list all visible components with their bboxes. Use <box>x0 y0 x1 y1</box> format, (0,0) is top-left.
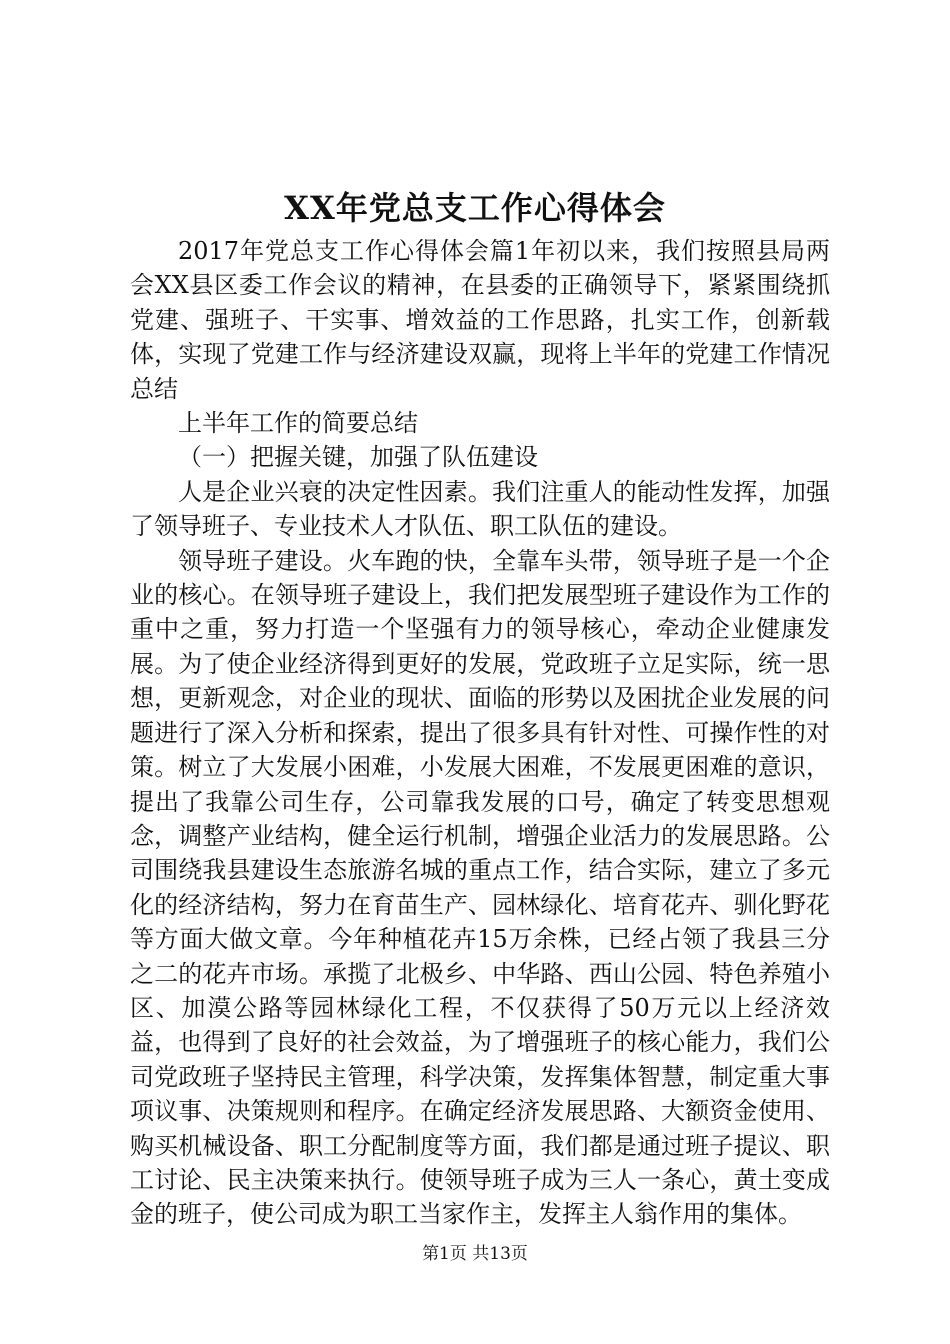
page-number-footer: 第1页 共13页 <box>422 1244 528 1264</box>
paragraph-leadership: 领导班子建设。火车跑的快，全靠车头带，领导班子是一个企业的核心。在领导班子建设上，我们把发展型班子建设作为工作的重中之重，努力打造一个坚强有力的领导核心，牵动企业健康发展。为了使企业经济得到更好的发展，党政班子立足实际，统一思想，更新观念，对企业的现状、面临的形势以及困扰企业发展的问题进行了深入分析和探索，提出了很多具有针对性、可操作性的对策。树立了大发展小困难，小发展大困难，不发展更困难的意识，提出了我靠公司生存，公司靠我发展的口号，确定了转变思想观念，调整产业结构，健全运行机制，增强企业活力的发展思路。公司围绕我县建设生态旅游名城的重点工作，结合实际，建立了多元化的经济结构，努力在育苗生产、园林绿化、培育花卉、驯化野花等方面大做文章。今年种植花卉15万余株，已经占领了我县三分之二的花卉市场。承揽了北极乡、中华路、西山公园、特色养殖小区、加漠公路等园林绿化工程，不仅获得了50万元以上经济效益，也得到了良好的社会效益，为了增强班子的核心能力，我们公司党政班子坚持民主管理，科学决策，发挥集体智慧，制定重大事项议事、决策规则和程序。在确定经济发展思路、大额资金使用、购买机械设备、职工分配制度等方面，我们都是通过班子提议、职工讨论、民主决策来执行。使领导班子成为三人一条心，黄土变成金的班子，使公司成为职工当家作主，发挥主人翁作用的集体。 <box>130 546 830 1229</box>
paragraph-intro: 2017年党总支工作心得体会篇1年初以来，我们按照县局两会XX县区委工作会议的精神，在县委的正确领导下，紧紧围绕抓党建、强班子、干实事、增效益的工作思路，扎实工作，创新载体，实现了党建工作与经济建设双赢，现将上半年的党建工作情况总结 <box>130 237 830 403</box>
document-body <box>130 234 830 1232</box>
paragraph-people: 人是企业兴衰的决定性因素。我们注重人的能动性发挥，加强了领导班子、专业技术人才队伍、职工队伍的建设。 <box>130 477 830 541</box>
paragraph-section-heading: 上半年工作的简要总结 <box>178 409 418 438</box>
document-title: XX年党总支工作心得体会 <box>284 189 666 227</box>
paragraph-subsection-heading: （一）把握关键，加强了队伍建设 <box>178 443 538 472</box>
